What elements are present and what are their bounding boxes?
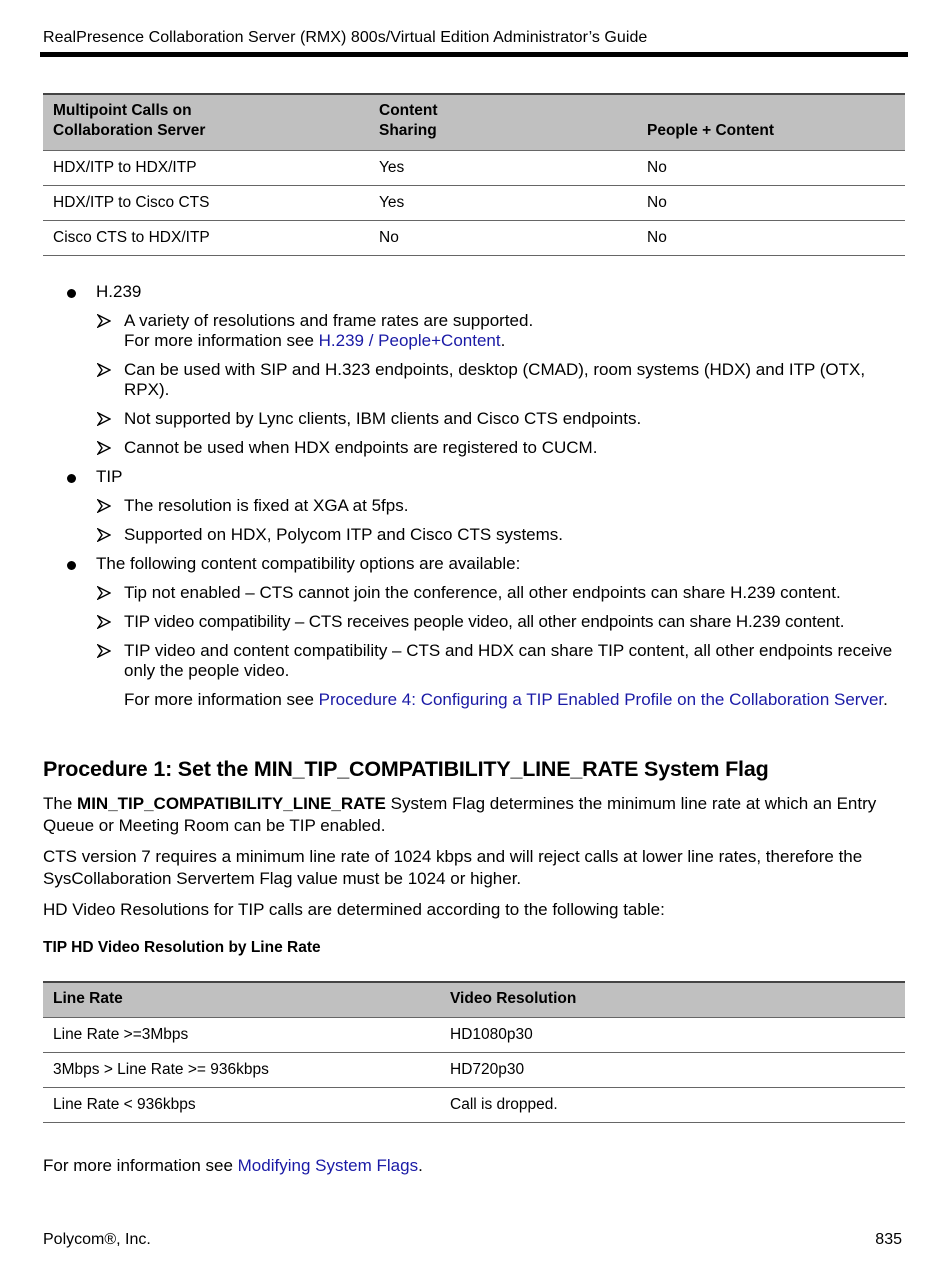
col-header-line: Collaboration Server — [53, 122, 206, 139]
arrow-bullet-icon — [97, 586, 111, 600]
column-header: Video Resolution — [440, 982, 905, 1018]
header-rule — [40, 52, 908, 57]
h239-people-content-link[interactable]: H.239 / People+Content — [318, 331, 501, 350]
table-row — [43, 186, 905, 221]
table-cell: No — [369, 221, 637, 256]
sub-bullet-text: Cannot be used when HDX endpoints are registered to CUCM. — [124, 438, 598, 457]
col-header-line: Sharing — [379, 122, 437, 139]
bullet-dot-icon — [67, 561, 76, 570]
sub-bullet — [43, 409, 907, 429]
footer-company: Polycom®, Inc. — [43, 1231, 151, 1248]
table-cell: Yes — [369, 151, 637, 186]
table-cell: HDX/ITP to HDX/ITP — [43, 151, 369, 186]
bullet-label: TIP — [96, 467, 123, 486]
bullet-tip — [43, 467, 907, 487]
document-page — [43, 0, 907, 1284]
table-cell: Cisco CTS to HDX/ITP — [43, 221, 369, 256]
punctuation: . — [883, 690, 888, 709]
table-cell: Call is dropped. — [440, 1088, 905, 1123]
column-header — [369, 94, 637, 151]
sub-bullet-text: A variety of resolutions and frame rates are supported. — [124, 311, 534, 330]
more-info-prefix: For more information see — [43, 1156, 238, 1175]
procedure-4-link[interactable]: Procedure 4: Configuring a TIP Enabled Profile on the Collaboration Server — [318, 690, 884, 709]
arrow-bullet-icon — [97, 363, 111, 377]
arrow-bullet-icon — [97, 314, 111, 328]
table-caption: TIP HD Video Resolution by Line Rate — [43, 939, 321, 956]
sub-bullet-text: Tip not enabled – CTS cannot join the conference, all other endpoints can share H.239 content. — [124, 583, 841, 602]
col-header-line: Content — [379, 102, 438, 119]
table-header-row — [43, 982, 905, 1018]
punctuation: . — [418, 1156, 423, 1175]
sub-bullet — [43, 311, 907, 351]
column-header: People + Content — [637, 94, 905, 151]
table-cell: Line Rate >=3Mbps — [43, 1018, 440, 1053]
arrow-bullet-icon — [97, 644, 111, 658]
table-row — [43, 1018, 905, 1053]
table-row — [43, 1088, 905, 1123]
table-cell: HD1080p30 — [440, 1018, 905, 1053]
closing-paragraph — [43, 1155, 905, 1177]
more-info-prefix: For more information see — [124, 331, 319, 350]
arrow-bullet-icon — [97, 412, 111, 426]
feature-bullet-list — [43, 282, 907, 710]
sub-bullet-text: Not supported by Lync clients, IBM clients and Cisco CTS endpoints. — [124, 409, 642, 428]
sub-bullet-text: TIP video compatibility – CTS receives people video, all other endpoints can share H.239 content. — [124, 612, 845, 631]
table-cell: HDX/ITP to Cisco CTS — [43, 186, 369, 221]
table-row — [43, 221, 905, 256]
column-header — [43, 94, 369, 151]
table-cell: HD720p30 — [440, 1053, 905, 1088]
table-header-row — [43, 94, 905, 151]
page-number: 835 — [875, 1231, 902, 1248]
sub-bullet — [43, 360, 907, 400]
table-cell: No — [637, 221, 905, 256]
arrow-bullet-icon — [97, 528, 111, 542]
procedure-heading: Procedure 1: Set the MIN_TIP_COMPATIBILITY_LINE_RATE System Flag — [43, 757, 769, 781]
paragraph-text: System Flag determines the minimum line rate at which an Entry Queue or Meeting Room can be TIP enabled. — [43, 794, 877, 835]
table-cell: Line Rate < 936kbps — [43, 1088, 440, 1123]
bullet-dot-icon — [67, 289, 76, 298]
sub-bullet-text: TIP video and content compatibility – CTS and HDX can share TIP content, all other endpoints receive only the people video. — [124, 641, 893, 680]
paragraph: HD Video Resolutions for TIP calls are determined according to the following table: — [43, 900, 665, 919]
more-info-prefix: For more information see — [124, 690, 319, 709]
bullet-content-options — [43, 554, 907, 574]
table-row — [43, 1053, 905, 1088]
bullet-label: H.239 — [96, 282, 142, 301]
sub-bullet — [43, 438, 907, 458]
column-header: Line Rate — [43, 982, 440, 1018]
bullet-dot-icon — [67, 474, 76, 483]
table-cell: No — [637, 186, 905, 221]
sub-bullet-text: The resolution is fixed at XGA at 5fps. — [124, 496, 409, 515]
sub-bullet — [43, 496, 907, 516]
sub-bullet — [43, 641, 907, 681]
modifying-system-flags-link[interactable]: Modifying System Flags — [237, 1156, 419, 1175]
sub-bullet-text: Can be used with SIP and H.323 endpoints, desktop (CMAD), room systems (HDX) and ITP (OTX, RPX). — [124, 360, 866, 399]
arrow-bullet-icon — [97, 499, 111, 513]
more-info-paragraph — [43, 690, 907, 710]
col-header-line: Multipoint Calls on — [53, 102, 192, 119]
table-row — [43, 151, 905, 186]
arrow-bullet-icon — [97, 441, 111, 455]
bullet-label: The following content compatibility options are available: — [96, 554, 521, 573]
table-cell: 3Mbps > Line Rate >= 936kbps — [43, 1053, 440, 1088]
table-cell: Yes — [369, 186, 637, 221]
multipoint-compatibility-table — [43, 93, 905, 256]
sub-bullet — [43, 583, 907, 603]
running-header: RealPresence Collaboration Server (RMX) 800s/Virtual Edition Administrator’s Guide — [43, 29, 648, 46]
sub-bullet — [43, 525, 907, 545]
paragraph-text: The — [43, 794, 78, 813]
paragraph: CTS version 7 requires a minimum line rate of 1024 kbps and will reject calls at lower line rates, therefore the SysCollaboration Servertem Flag value must be 1024 or higher. — [43, 847, 863, 888]
sub-bullet — [43, 612, 907, 632]
flag-name: MIN_TIP_COMPATIBILITY_LINE_RATE — [77, 794, 386, 813]
paragraph — [43, 793, 905, 837]
bullet-h239 — [43, 282, 907, 302]
punctuation: . — [500, 331, 506, 350]
arrow-bullet-icon — [97, 615, 111, 629]
table-cell: No — [637, 151, 905, 186]
sub-bullet-text: Supported on HDX, Polycom ITP and Cisco CTS systems. — [124, 525, 564, 544]
video-resolution-table — [43, 981, 905, 1123]
